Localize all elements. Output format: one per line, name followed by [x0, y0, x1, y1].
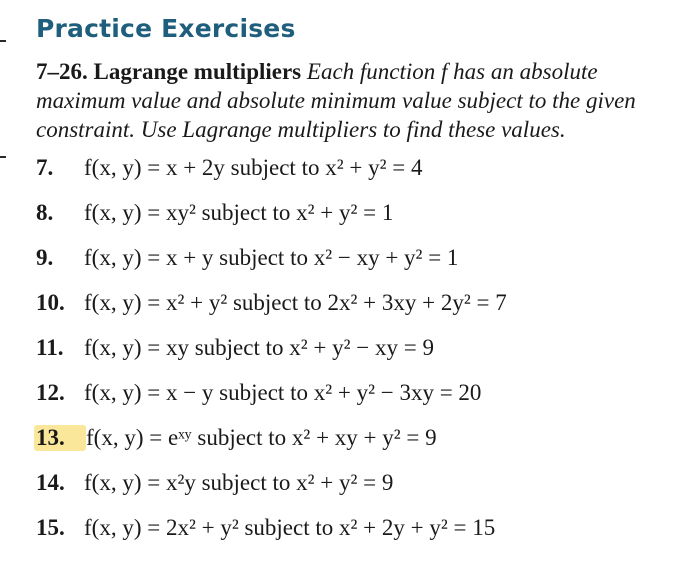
- exercise-number: 10.: [36, 290, 65, 315]
- exercise-item: [36, 380, 481, 412]
- exercise-number: 7.: [36, 155, 54, 180]
- exercise-text: f(x, y) = eˣʸ subject to x² + xy + y² = 9: [86, 425, 437, 450]
- exercise-number: 11.: [36, 335, 64, 360]
- exercise-instructions: [36, 57, 676, 144]
- exercise-number: 14.: [36, 470, 65, 495]
- exercise-number: 15.: [36, 515, 65, 540]
- exercise-item-highlighted: [36, 425, 437, 457]
- page-edge-mark: [0, 156, 6, 158]
- exercise-text: f(x, y) = xy² subject to x² + y² = 1: [84, 200, 394, 225]
- exercise-text: f(x, y) = x²y subject to x² + y² = 9: [84, 470, 394, 495]
- exercise-item: [36, 155, 422, 187]
- exercise-number-highlighted: 13.: [34, 425, 86, 451]
- exercise-item: [36, 335, 434, 367]
- exercise-text: f(x, y) = 2x² + y² subject to x² + 2y + y² = 15: [84, 515, 496, 540]
- exercise-item: [36, 290, 507, 322]
- page-edge-mark: [0, 40, 6, 42]
- exercise-text: f(x, y) = x + 2y subject to x² + y² = 4: [84, 155, 423, 180]
- exercise-number: 9.: [36, 245, 54, 270]
- exercise-item: [36, 200, 393, 232]
- exercise-text: f(x, y) = xy subject to x² + y² − xy = 9: [84, 335, 434, 360]
- instructions-lead: 7–26. Lagrange multipliers: [36, 59, 302, 84]
- exercise-number: 12.: [36, 380, 65, 405]
- exercise-text: f(x, y) = x² + y² subject to 2x² + 3xy + 2y² = 7: [84, 290, 507, 315]
- section-title: Practice Exercises: [36, 14, 296, 43]
- exercise-item: [36, 515, 495, 547]
- exercise-number: 8.: [36, 200, 54, 225]
- exercise-text: f(x, y) = x + y subject to x² − xy + y² = 1: [84, 245, 459, 270]
- instructions-body: Each function f has an absolute maximum value and absolute minimum value subject to the given constraint. Use Lagrange multipliers to find these values.: [36, 59, 636, 142]
- exercise-text: f(x, y) = x − y subject to x² + y² − 3xy = 20: [84, 380, 482, 405]
- exercise-item: [36, 470, 393, 502]
- exercise-item: [36, 245, 458, 277]
